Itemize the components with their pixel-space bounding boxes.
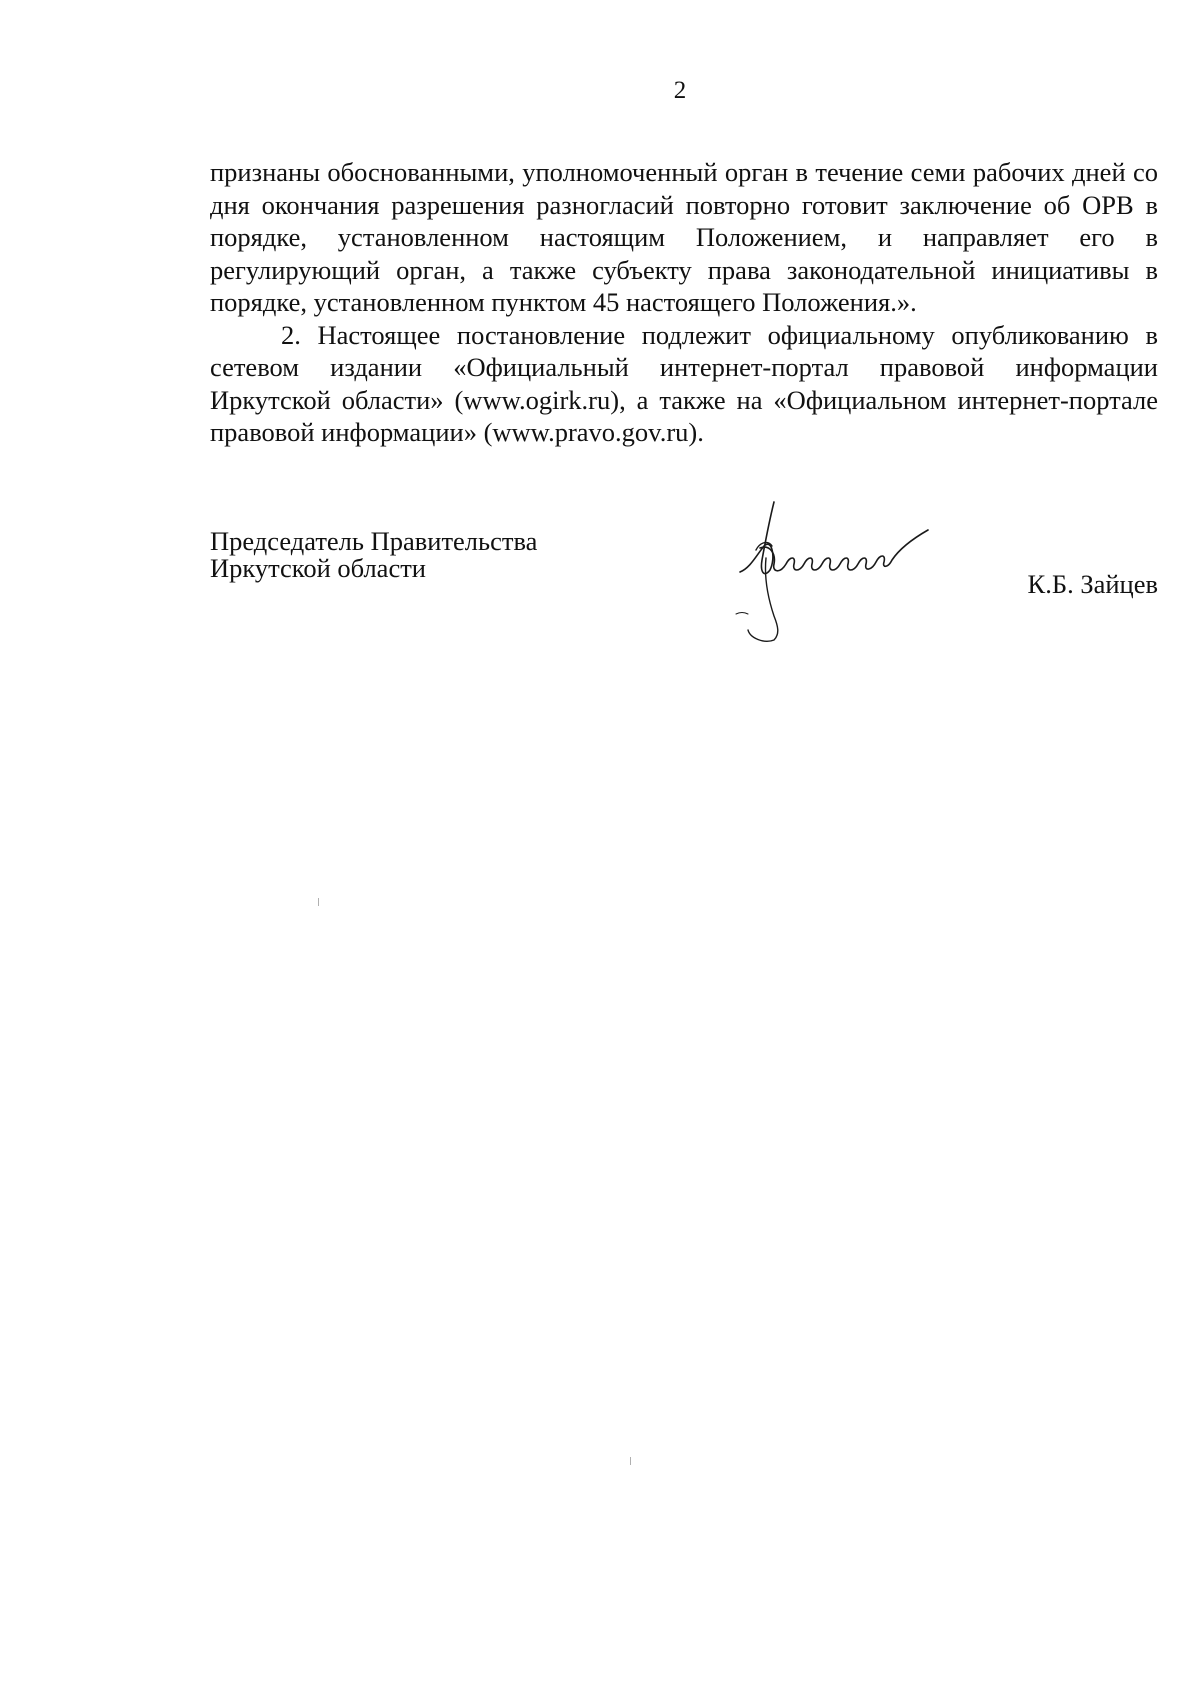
signer-title-line2: Иркутской области: [210, 553, 426, 583]
scan-speck: [318, 898, 319, 906]
signature-block: [210, 528, 1158, 648]
paragraph-publication: 2. Настоящее постановление подлежит официальному опубликованию в сетевом издании «Официальный интернет-портал правовой информации Иркутской области» (www.ogirk.ru), а также на «Официальном интернет-портале правовой информации» (www.pravo.gov.ru).: [210, 319, 1158, 447]
scan-speck: [630, 1457, 631, 1465]
signer-name: К.Б. Зайцев: [1027, 569, 1158, 599]
paragraph-continuation: признаны обоснованными, уполномоченный орган в течение семи рабочих дней со дня окончания разрешения разногласий повторно готовит заключение об ОРВ в порядке, установленном настоящим Положением, и направляет его в регулирующий орган, а также субъекту права законодательной инициативы в порядке, установленном пунктом 45 настоящего Положения.».: [210, 157, 1158, 317]
handwritten-signature: [730, 498, 990, 648]
signer-title: [210, 528, 537, 582]
signer-title-line1: Председатель Правительства: [210, 526, 538, 556]
document-body: [210, 156, 1158, 449]
page-number: 2: [673, 77, 687, 104]
